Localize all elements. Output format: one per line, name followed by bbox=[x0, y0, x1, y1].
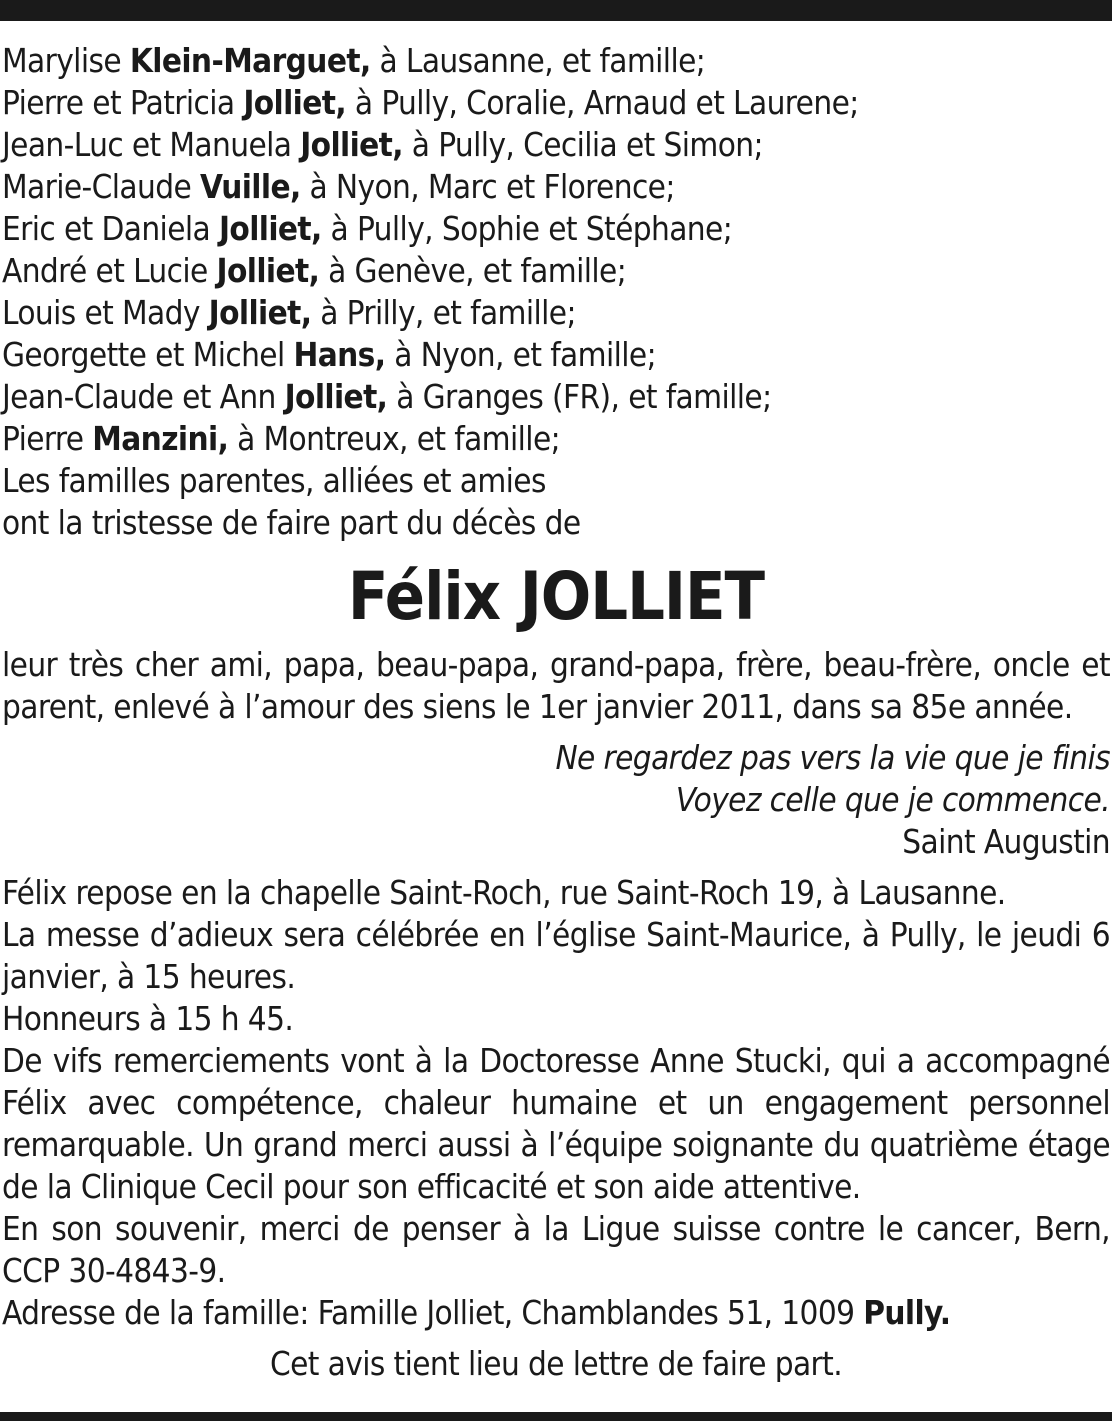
mass-info: La messe d’adieux sera célébrée en l’église Saint-Maurice, à Pully, le jeudi 6 janvier, à 15 heures. bbox=[2, 915, 1110, 996]
quote-line: Voyez celle que je commence. bbox=[675, 780, 1110, 819]
family-line: André et Lucie Jolliet, à Genève, et famille; bbox=[2, 251, 627, 290]
family-address: Adresse de la famille: Famille Jolliet, Chamblandes 51, 1009 Pully. bbox=[2, 1293, 951, 1332]
bottom-rule bbox=[0, 1412, 1112, 1421]
top-rule bbox=[0, 0, 1112, 21]
family-line: Pierre Manzini, à Montreux, et famille; bbox=[2, 419, 561, 458]
spacer bbox=[2, 728, 1110, 737]
deceased-name: Félix JOLLIET bbox=[347, 558, 765, 635]
repose-info: Félix repose en la chapelle Saint-Roch, rue Saint-Roch 19, à Lausanne. bbox=[2, 873, 1006, 912]
obituary-notice bbox=[2, 40, 1110, 1385]
family-list bbox=[2, 40, 1110, 460]
family-line: Pierre et Patricia Jolliet, à Pully, Coralie, Arnaud et Laurene; bbox=[2, 83, 859, 122]
memory-paragraph: En son souvenir, merci de penser à la Ligue suisse contre le cancer, Bern, CCP 30-4843-9. bbox=[2, 1209, 1110, 1290]
honours-info: Honneurs à 15 h 45. bbox=[2, 999, 294, 1038]
thanks-paragraph: De vifs remerciements vont à la Doctoresse Anne Stucki, qui a accompagné Félix avec compétence, chaleur humaine et un engagement personnel remarquable. Un grand merci aussi à l’équipe soignante du quatrième étage de la Clinique Cecil pour son efficacité et son aide attentive. bbox=[2, 1041, 1110, 1206]
quote-author: Saint Augustin bbox=[902, 822, 1110, 861]
family-line: Jean-Luc et Manuela Jolliet, à Pully, Cecilia et Simon; bbox=[2, 125, 763, 164]
description: leur très cher ami, papa, beau-papa, grand-papa, frère, beau-frère, oncle et parent, enlevé à l’amour des siens le 1er janvier 2011, dans sa 85e année. bbox=[2, 645, 1110, 726]
family-line: Eric et Daniela Jolliet, à Pully, Sophie et Stéphane; bbox=[2, 209, 733, 248]
family-line: Louis et Mady Jolliet, à Prilly, et famille; bbox=[2, 293, 576, 332]
spacer bbox=[2, 863, 1110, 872]
family-line: Jean-Claude et Ann Jolliet, à Granges (FR), et famille; bbox=[2, 377, 772, 416]
quote-line: Ne regardez pas vers la vie que je finis bbox=[555, 738, 1110, 777]
footer-note: Cet avis tient lieu de lettre de faire part. bbox=[269, 1344, 843, 1383]
family-line: Georgette et Michel Hans, à Nyon, et famille; bbox=[2, 335, 657, 374]
intro-line: Les familles parentes, alliées et amies bbox=[2, 461, 546, 500]
family-line: Marie-Claude Vuille, à Nyon, Marc et Florence; bbox=[2, 167, 675, 206]
epitaph-quote bbox=[2, 737, 1110, 863]
family-line: Marylise Klein-Marguet, à Lausanne, et famille; bbox=[2, 41, 706, 80]
intro-line: ont la tristesse de faire part du décès de bbox=[2, 503, 581, 542]
